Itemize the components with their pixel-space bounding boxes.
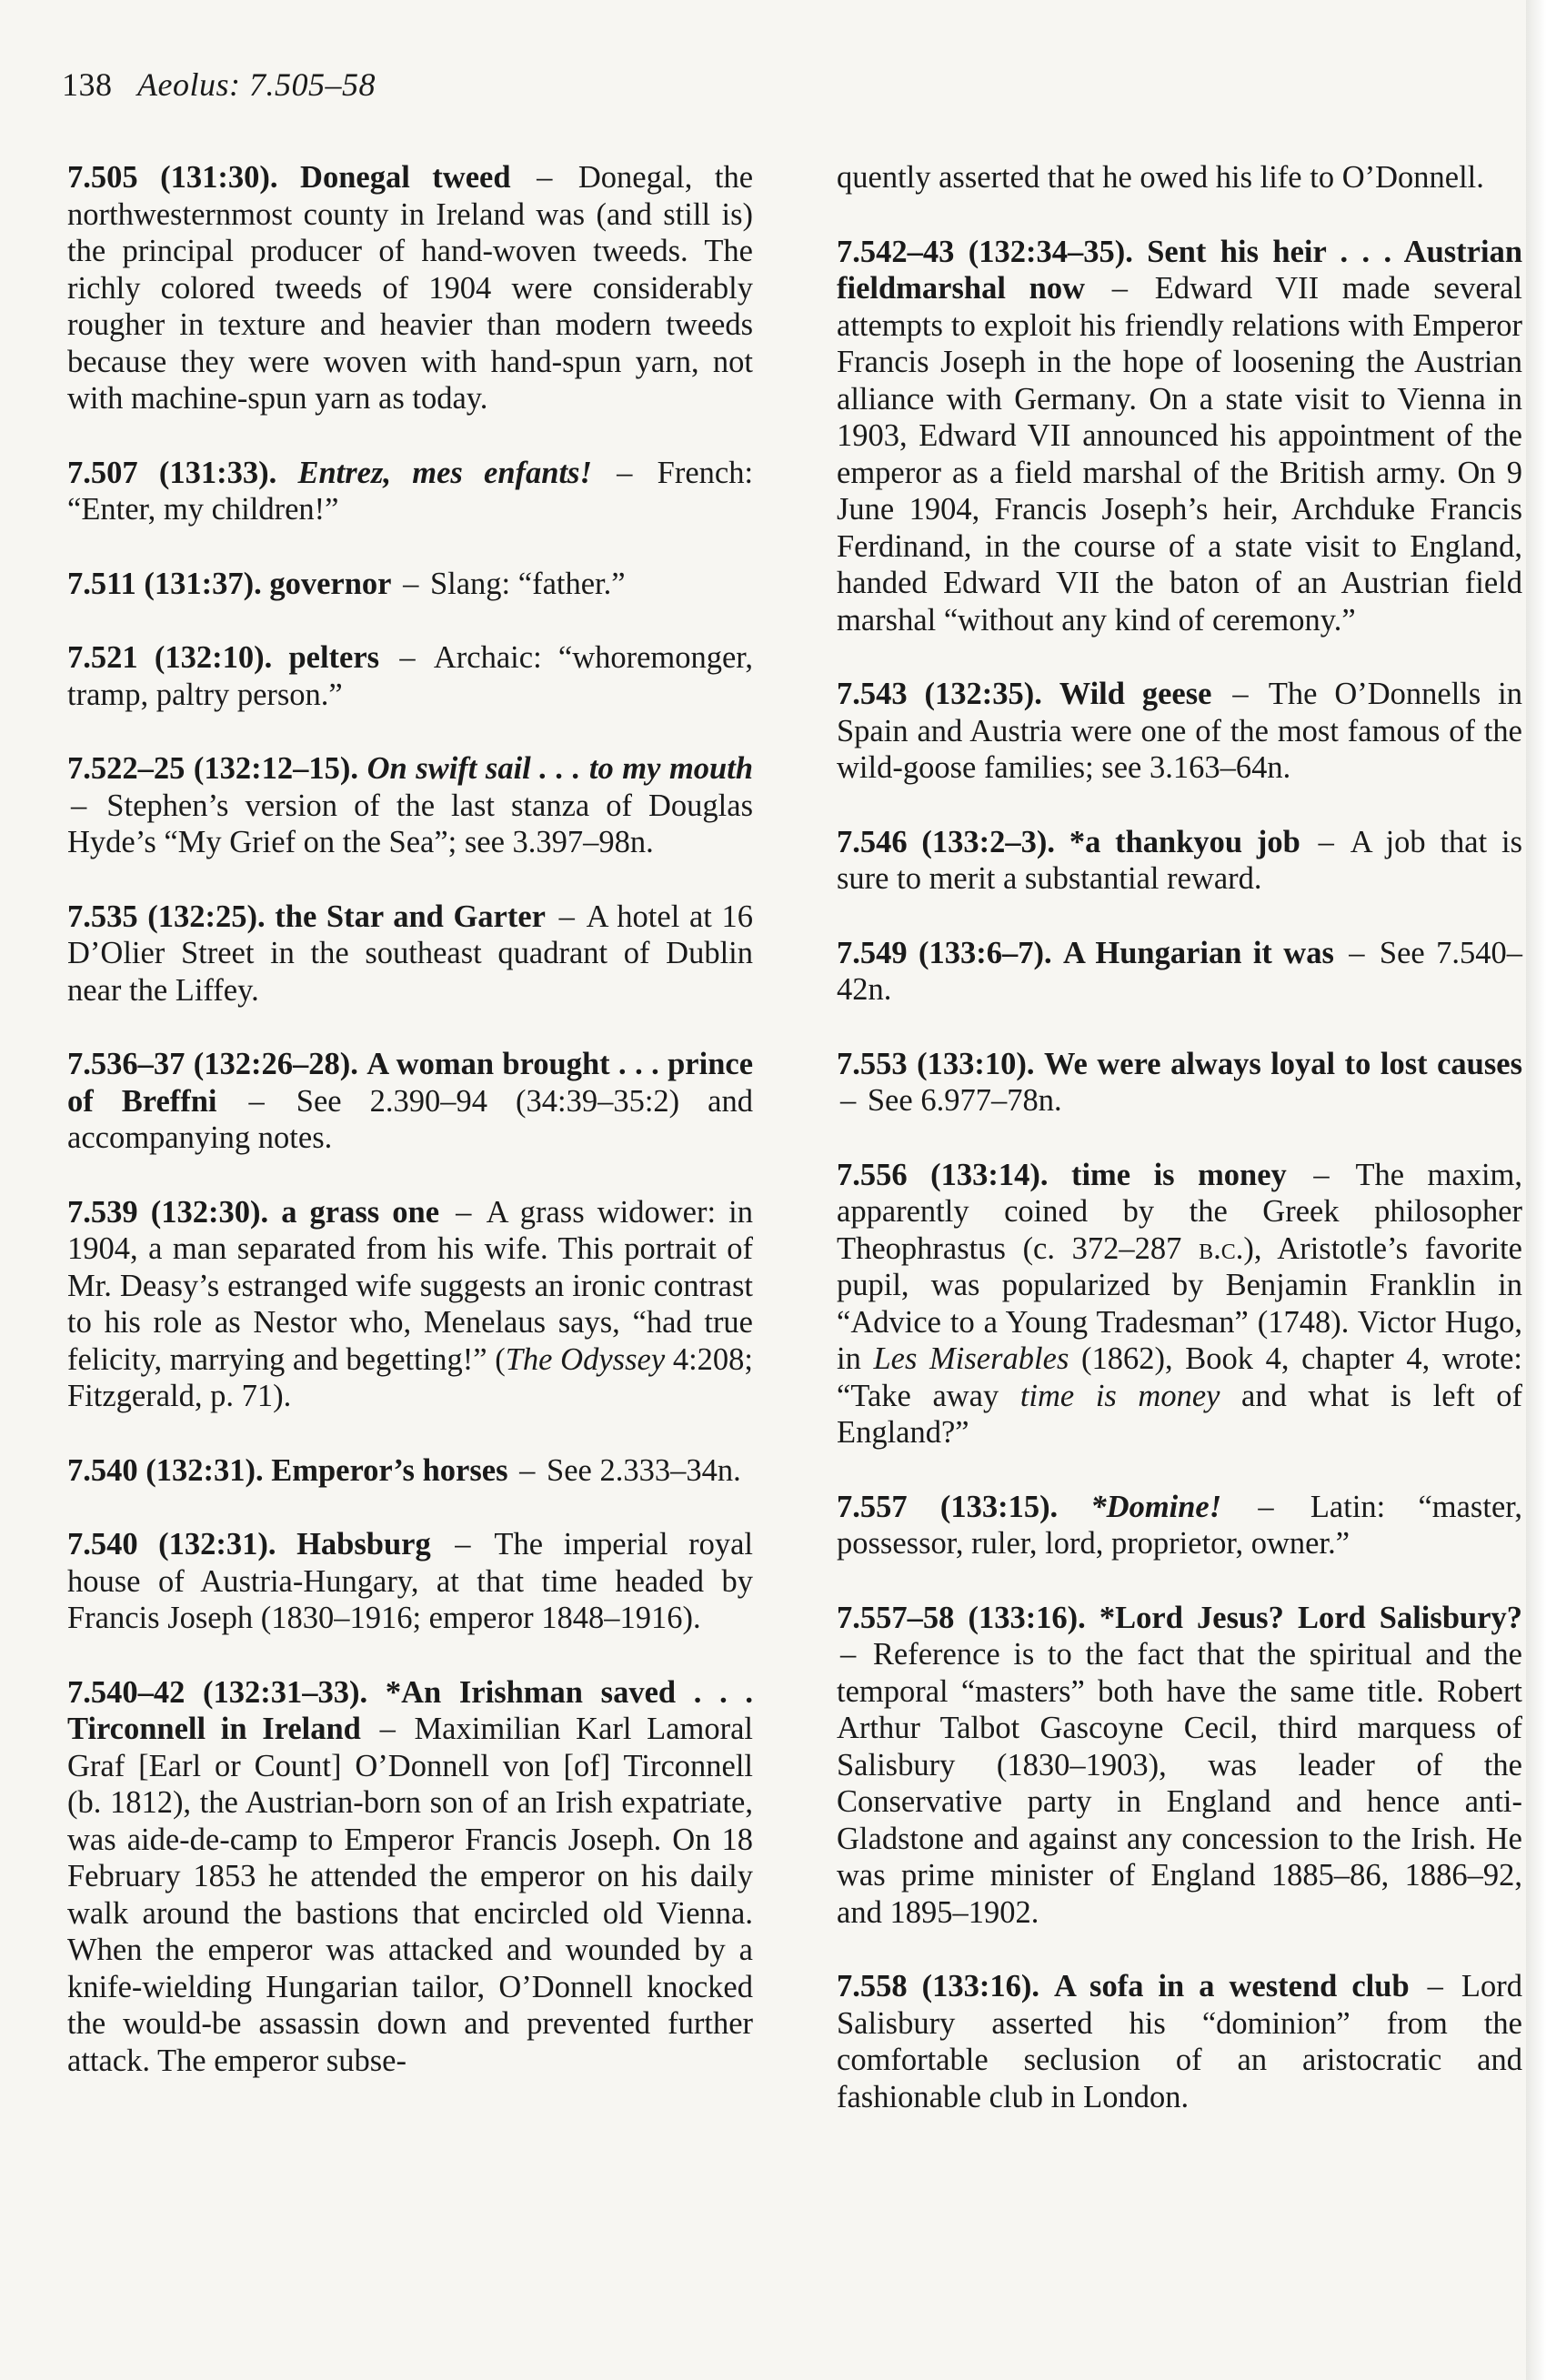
page-number: 138 <box>62 66 113 103</box>
annotation-entry: 7.522–25 (132:12–15). On swift sail . . . to my mouth – Stephen’s version of the last stanza of Douglas Hyde’s “My Grief on the Sea”; see 3.397–98n. <box>67 751 754 859</box>
annotation-entry: 7.507 (131:33). Entrez, mes enfants! – French: “Enter, my children!” <box>67 455 754 527</box>
continued-text: quently asserted that he owed his life to O’Donnell. <box>837 160 1484 195</box>
annotation-entry: 7.549 (133:6–7). A Hungarian it was – See 7.540–42n. <box>837 935 1522 1007</box>
right-column <box>837 159 1522 2153</box>
annotation-entry: 7.521 (132:10). pelters – Archaic: “whoremonger, tramp, paltry person.” <box>67 640 754 712</box>
annotation-entry: 7.558 (133:16). A sofa in a westend club – Lord Salisbury asserted his “dominion” from the comfortable seclusion of an aristocratic and fashionable club in London. <box>837 1969 1522 2114</box>
annotation-entry: 7.542–43 (132:34–35). Sent his heir . . . Austrian fieldmarshal now – Edward VII made several attempts to exploit his friendly relations with Emperor Francis Joseph in the hope of loosening the Austrian alliance with Germany. On a state visit to Vienna in 1903, Edward VII announced his appointment of the emperor as a field marshal of the British army. On 9 June 1904, Francis Joseph’s heir, Archduke Francis Ferdinand, in the course of a state visit to England, handed Edward VII the baton of an Austrian field marshal “without any kind of ceremony.” <box>837 234 1523 638</box>
annotation-entry: 7.536–37 (132:26–28). A woman brought . . . prince of Breffni – See 2.390–94 (34:39–35:2) and accompanying notes. <box>67 1047 754 1155</box>
annotation-entry: 7.557 (133:15). *Domine! – Latin: “master, possessor, ruler, lord, proprietor, owner.” <box>837 1489 1522 1561</box>
left-column <box>67 159 753 2116</box>
annotation-entry: 7.540 (132:31). Habsburg – The imperial royal house of Austria-Hungary, at that time headed by Francis Joseph (1830–1916; emperor 1848–1916). <box>67 1527 753 1635</box>
annotation-entry: 7.557–58 (133:16). *Lord Jesus? Lord Salisbury? – Reference is to the fact that the spiritual and the temporal “masters” both have the same title. Robert Arthur Talbot Gascoyne Cecil, third marquess of Salisbury (1830–1903), was leader of the Conservative party in England and hence anti-Gladstone and against any concession to the Irish. He was prime minister of England 1885–86, 1886–92, and 1895–1902. <box>837 1600 1523 1930</box>
annotation-entry: 7.546 (133:2–3). *a thankyou job – A job that is sure to merit a substantial reward. <box>837 824 1523 896</box>
annotation-entry: 7.553 (133:10). We were always loyal to lost causes – See 6.977–78n. <box>837 1046 1523 1118</box>
annotation-entry: 7.556 (133:14). time is money – The maxim, apparently coined by the Greek philosopher Theophrastus (c. 372–287 b.c.), Aristotle’s favorite pupil, was popularized by Benjamin Franklin in “Advice to a Young Tradesman” (1748). Victor Hugo, in Les Miserables (1862), Book 4, chapter 4, wrote: “Take away time is money and what is left of England?” <box>837 1157 1523 1450</box>
annotation-entry: 7.540–42 (132:31–33). *An Irishman saved . . . Tirconnell in Ireland – Maximilian Karl Lamoral Graf [Earl or Count] O’Donnell von [of] Tirconnell (b. 1812), the Austrian-born son of an Irish expatriate, was aide-de-camp to Emperor Francis Joseph. On 18 February 1853 he attended the emperor on his daily walk around the bastions that encircled old Vienna. When the emperor was attacked and wounded by a knife-wielding Hungarian tailor, O’Donnell knocked the would-be assassin down and prevented further attack. The emperor subse- <box>67 1674 754 2078</box>
page-header <box>62 65 376 104</box>
annotation-entry: 7.539 (132:30). a grass one – A grass widower: in 1904, a man separated from his wife. This portrait of Mr. Deasy’s estranged wife suggests an ironic contrast to his role as Nestor who, Menelaus says, “had true felicity, marrying and begetting!” (The Odyssey 4:208; Fitzgerald, p. 71). <box>67 1194 753 1413</box>
annotation-entry: 7.511 (131:37). governor – Slang: “father.” <box>67 566 626 601</box>
annotation-entry: 7.540 (132:31). Emperor’s horses – See 2.333–34n. <box>67 1452 741 1488</box>
running-title: Aeolus: 7.505–58 <box>137 66 376 103</box>
page-edge <box>1526 0 1546 2380</box>
annotation-entry: 7.543 (132:35). Wild geese – The O’Donnells in Spain and Austria were one of the most famous of the wild-goose families; see 3.163–64n. <box>837 677 1522 785</box>
annotation-entry: 7.535 (132:25). the Star and Garter – A hotel at 16 D’Olier Street in the southeast quadrant of Dublin near the Liffey. <box>67 899 753 1008</box>
annotation-entry: 7.505 (131:30). Donegal tweed – Donegal, the northwesternmost county in Ireland was (and still is) the principal producer of hand-woven tweeds. The richly colored tweeds of 1904 were considerably rougher in texture and heavier than modern tweeds because they were woven with hand-spun yarn, not with machine-spun yarn as today. <box>67 160 754 416</box>
